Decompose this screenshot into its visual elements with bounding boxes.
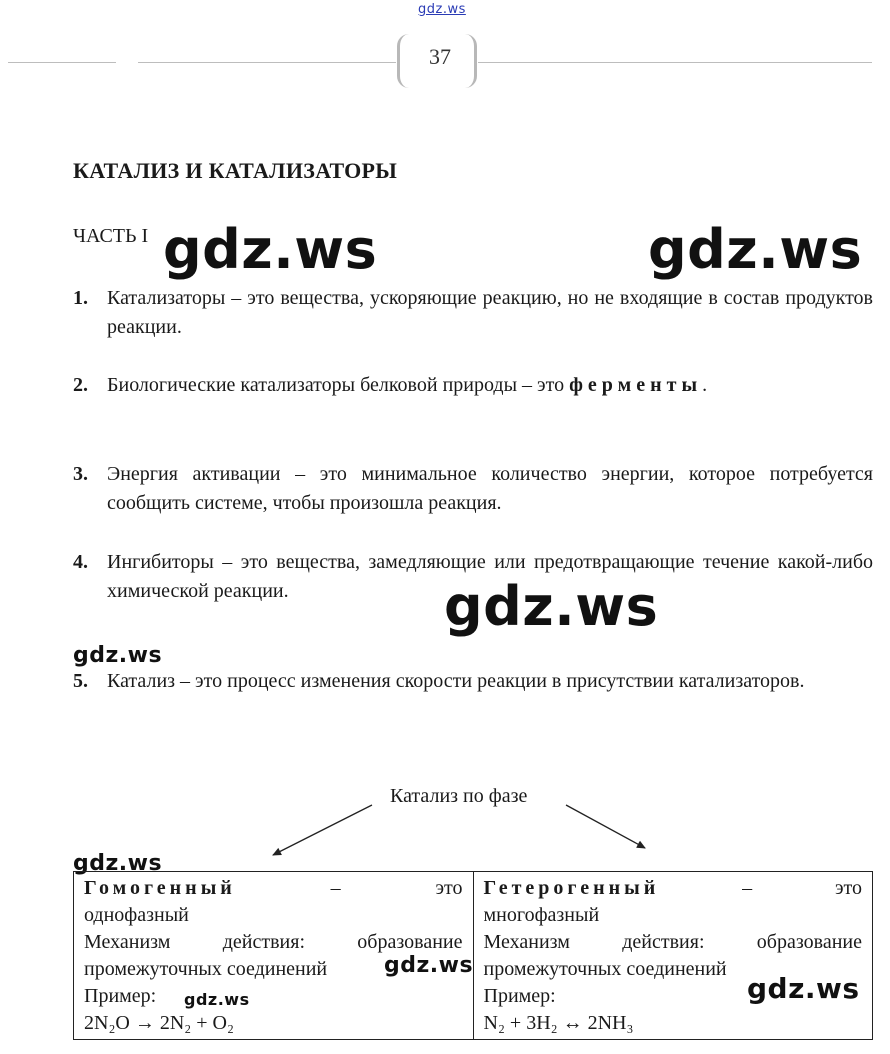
- arrow-right: [566, 805, 645, 848]
- answer-term: ферменты: [569, 374, 703, 396]
- scheme-label: Катализ по фазе: [390, 785, 528, 807]
- page-title: КАТАЛИЗ И КАТАЛИЗАТОРЫ: [73, 158, 398, 183]
- item-number: 5.: [73, 670, 88, 692]
- item-number: 1.: [73, 287, 88, 309]
- arrow-left: [273, 805, 372, 855]
- homogeneous-equation: 2N₂O → 2N₂ + O₂: [84, 1012, 234, 1034]
- watermark: gdz.ws: [73, 851, 163, 876]
- homogeneous-definition: однофазный: [84, 904, 189, 926]
- watermark: gdz.ws: [648, 218, 863, 281]
- watermark: gdz.ws: [444, 575, 659, 638]
- item-text: Энергия активации – это минимальное количество энергии, которое потребуется сообщить системе, чтобы произошла реакция.: [107, 463, 873, 514]
- watermark: gdz.ws: [384, 953, 474, 978]
- homogeneous-mechanism: Механизм действия: образование: [84, 931, 463, 953]
- part-heading: ЧАСТЬ I: [73, 225, 149, 247]
- heterogeneous-equation: N₂ + 3H₂ ↔ 2NH₃: [483, 1012, 634, 1034]
- item-number: 4.: [73, 551, 88, 573]
- item-text: Катализ – это процесс изменения скорости реакции в присутствии катализаторов.: [107, 670, 805, 692]
- item-text: Ингибиторы – это вещества, замедляющие или предотвращающие течение какой-либо химической реакции.: [107, 551, 873, 602]
- heterogeneous-term: Гетерогенный: [483, 877, 660, 899]
- watermark: gdz.ws: [73, 643, 163, 668]
- homogeneous-term: Гомогенный: [84, 877, 236, 899]
- heterogeneous-mechanism-cont: промежуточных соединений: [483, 958, 727, 980]
- watermark-top-link[interactable]: gdz.ws: [418, 2, 466, 17]
- homogeneous-dash: – это: [330, 877, 463, 899]
- homogeneous-heading: [84, 875, 463, 902]
- watermark: gdz.ws: [163, 218, 378, 281]
- item-text-start: Биологические катализаторы белковой природы – это: [107, 374, 570, 396]
- watermark: gdz.ws: [747, 972, 860, 1005]
- item-text: Катализаторы – это вещества, ускоряющие реакцию, но не входящие в состав продуктов реакции.: [107, 287, 873, 338]
- heterogeneous-cell: [473, 872, 873, 1040]
- heterogeneous-dash: – это: [742, 877, 863, 899]
- heterogeneous-example-label: Пример:: [483, 985, 556, 1007]
- homogeneous-mechanism-cont: промежуточных соединений: [84, 958, 328, 980]
- item-text-end: .: [702, 374, 708, 396]
- item-number: 3.: [73, 463, 88, 485]
- heterogeneous-mechanism: Механизм действия: образование: [483, 931, 862, 953]
- homogeneous-example-label: Пример:: [84, 985, 157, 1007]
- watermark: gdz.ws: [184, 990, 250, 1009]
- heterogeneous-heading: [484, 875, 863, 902]
- heterogeneous-definition: многофазный: [483, 904, 600, 926]
- page-number: 37: [429, 44, 451, 69]
- item-number: 2.: [73, 374, 88, 396]
